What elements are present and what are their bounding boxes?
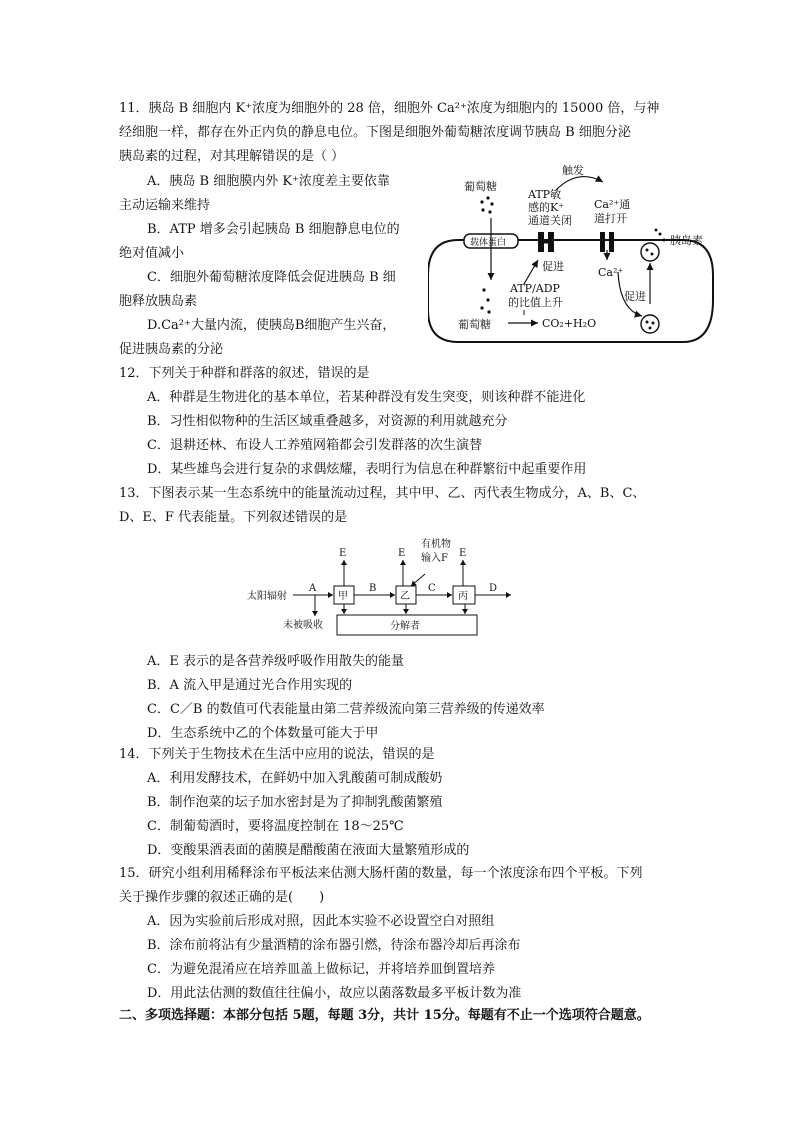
promote-label-1: 促进 <box>542 260 564 273</box>
q12-stem: 12．下列关于种群和群落的叙述，错误的是 <box>119 366 370 381</box>
insulin-vesicle <box>641 315 659 333</box>
q12-option-d: D．某些雄鸟会进行复杂的求偶炫耀，表明行为信息在种群繁衍中起重要作用 <box>147 462 587 477</box>
q11-stem-line3: 胰岛素的过程，对其理解错误的是（ ） <box>119 149 345 164</box>
ca-ion-label: Ca²⁺ <box>598 266 624 279</box>
jia-label: 甲 <box>338 591 348 602</box>
q11-option-c-cont: 胞释放胰岛素 <box>119 294 198 309</box>
q14-option-a: A．利用发酵技术，在鲜奶中加入乳酸菌可制成酸奶 <box>147 771 443 786</box>
q11-stem-line1: 11．胰岛 B 细胞内 K⁺浓度为细胞外的 28 倍，细胞外 Ca²⁺浓度为细胞内的 15000 倍，与神 <box>119 101 660 116</box>
q15-option-b: B．涂布前将沾有少量酒精的涂布器引燃，待涂布器冷却后再涂布 <box>147 938 521 953</box>
q13-option-a: A．E 表示的是各营养级呼吸作用散失的能量 <box>147 654 405 669</box>
ca-channel-right <box>609 232 614 252</box>
section2-heading: 二、多项选择题：本部分包括 5题，每题 3分，共计 15分。每题有不止一个选项符合题意。 <box>119 1008 650 1023</box>
q12-option-b: B．习性相似物种的生活区域重叠越多，对资源的利用就越充分 <box>147 414 508 429</box>
q11-cell-diagram <box>428 160 728 360</box>
carrier-protein-label: 载体蛋白 <box>470 238 507 248</box>
ca-channel-label-2: 道打开 <box>594 212 627 225</box>
label-e-1: E <box>339 548 347 559</box>
atp-channel-label-3: 通道关闭 <box>528 214 572 227</box>
q15-option-d: D．用此法估测的数值往往偏小，故应以菌落数最多平板计数为准 <box>147 986 522 1001</box>
q11-option-b-cont: 绝对值减小 <box>119 246 185 261</box>
ca-channel-left <box>600 232 605 252</box>
sun-label: 太阳辐射 <box>247 591 287 602</box>
q12-option-c: C．退耕还林、布设人工养殖网箱都会引发群落的次生演替 <box>147 438 482 453</box>
label-e-2: E <box>398 548 406 559</box>
q14-option-b: B．制作泡菜的坛子加水密封是为了抑制乳酸菌繁殖 <box>147 795 443 810</box>
q15-stem-line1: 15．研究小组利用稀释涂布平板法来估测大肠杆菌的数量，每一个浓度涂布四个平板。下列 <box>119 866 643 881</box>
label-a: A <box>309 583 317 594</box>
q11-option-d-cont: 促进胰岛素的分泌 <box>119 342 224 357</box>
q11-stem-line2: 经细胞一样，都存在外正内负的静息电位。下图是细胞外葡萄糖浓度调节胰岛 B 细胞分泌 <box>119 125 631 140</box>
ratio-label-2: 的比值上升 <box>508 296 563 309</box>
q15-stem-line2: 关于操作步骤的叙述正确的是( ) <box>119 890 325 905</box>
q15-option-c: C．为避免混淆应在培养皿盖上做标记，并将培养皿倒置培养 <box>147 962 495 977</box>
decomposer-label: 分解者 <box>390 621 420 632</box>
insulin-label: 胰岛素 <box>670 234 703 247</box>
unabsorbed-label: 未被吸收 <box>283 620 323 631</box>
f-label-1: 有机物 <box>421 539 451 550</box>
insulin-vesicle-release <box>641 243 659 261</box>
q11-option-d: D.Ca²⁺大量内流，使胰岛B细胞产生兴奋， <box>147 318 396 333</box>
label-e-3: E <box>459 548 467 559</box>
q13-option-d: D．生态系统中乙的个体数量可能大于甲 <box>147 726 379 741</box>
q15-option-a: A．因为实验前后形成对照，因此本实验不必设置空白对照组 <box>147 914 495 929</box>
q11-option-a: A．胰岛 B 细胞膜内外 K⁺浓度差主要依靠 <box>147 174 390 189</box>
q13-stem-line2: D、E、F 代表能量。下列叙述错误的是 <box>119 510 348 525</box>
label-d: D <box>489 583 498 594</box>
q11-option-b: B．ATP 增多会引起胰岛 B 细胞静息电位的 <box>147 222 400 237</box>
q13-option-c: C．C／B 的数值可代表能量由第二营养级流向第三营养级的传递效率 <box>147 702 545 717</box>
q14-option-c: C．制葡萄酒时，要将温度控制在 18～25℃ <box>147 819 404 834</box>
trigger-label: 触发 <box>562 164 584 177</box>
q11-option-c: C．细胞外葡萄糖浓度降低会促进胰岛 B 细 <box>147 270 396 285</box>
atp-channel-label-1: ATP敏 <box>528 188 562 201</box>
glucose-outside-label: 葡萄糖 <box>464 180 497 193</box>
products-label: CO₂+H₂O <box>542 317 597 330</box>
f-label-2: 输入F <box>421 553 448 564</box>
glucose-dots-inside <box>480 288 490 313</box>
bing-label: 丙 <box>458 591 468 602</box>
glucose-dots-outside <box>480 196 493 213</box>
promote-label-2: 促进 <box>624 290 646 303</box>
q14-stem: 14．下列关于生物技术在生活中应用的说法，错误的是 <box>119 747 435 762</box>
q14-option-d: D．变酸果酒表面的菌膜是醋酸菌在液面大量繁殖形成的 <box>147 843 470 858</box>
q13-energy-flow-diagram <box>245 534 535 646</box>
q13-option-b: B．A 流入甲是通过光合作用实现的 <box>147 678 353 693</box>
label-b: B <box>369 583 377 594</box>
yi-label: 乙 <box>400 591 410 602</box>
glucose-inside-label: 葡萄糖 <box>458 318 491 331</box>
ca-channel-label-1: Ca²⁺通 <box>594 198 631 211</box>
q12-option-a: A．种群是生物进化的基本单位，若某种群没有发生突变，则该种群不能进化 <box>147 390 586 405</box>
q11-option-a-cont: 主动运输来维持 <box>119 198 211 213</box>
atp-channel-label-2: 感的K⁺ <box>528 201 565 214</box>
q13-stem-line1: 13．下图表示某一生态系统中的能量流动过程，其中甲、乙、丙代表生物成分，A、B、C、 <box>119 486 646 501</box>
ratio-label-1: ATP/ADP <box>510 282 560 295</box>
label-c: C <box>428 583 436 594</box>
